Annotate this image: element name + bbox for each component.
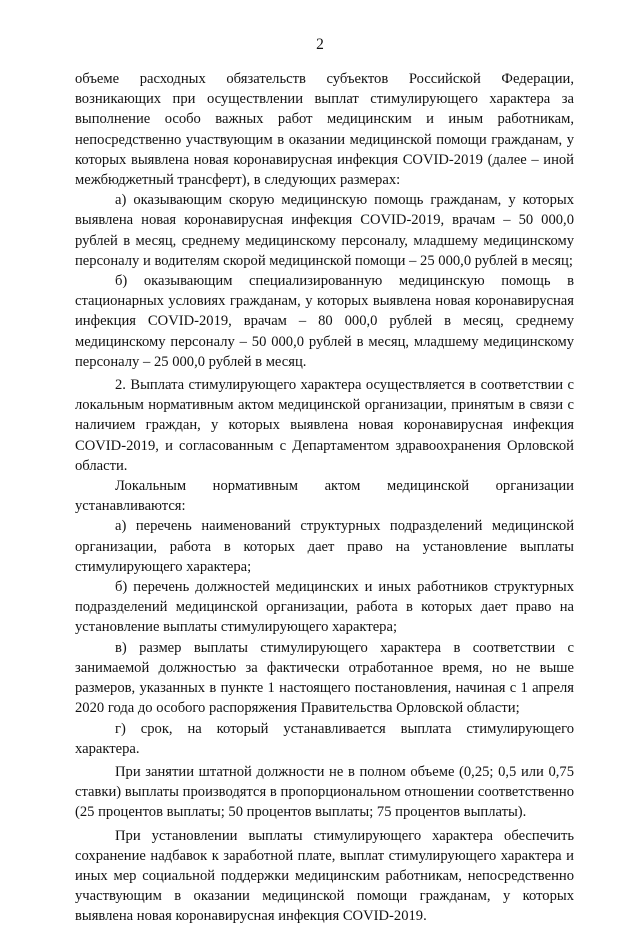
paragraph-item-a-departments: а) перечень наименований структурных подразделений медицинской организации, работа в которых дает право на установление выплаты стимулирующего характера; xyxy=(75,518,574,575)
paragraph-item-b-positions: б) перечень должностей медицинских и иных работников структурных подразделений медицинской организации, работа в которых дает право на установление выплаты стимулирующего характера; xyxy=(75,579,574,636)
paragraph-item-b-inpatient: б) оказывающим специализированную медицинскую помощь в стационарных условиях гражданам, у которых выявлена новая коронавирусная инфекция COVID-2019, врачам – 80 000,0 рублей в месяц, среднему медицинскому персоналу – 50 000,0 рублей в месяц, младшему медицинскому персоналу – 25 000,0 рублей в месяц. xyxy=(75,273,574,370)
page-number: 2 xyxy=(316,36,324,53)
paragraph-item-a-ambulance: а) оказывающим скорую медицинскую помощь гражданам, у которых выявлена новая коронавирусная инфекция COVID-2019, врачам – 50 000,0 рублей в месяц, среднему медицинскому персоналу, младшему медицинскому персоналу и водителям скорой медицинской помощи – 25 000,0 рублей в месяц; xyxy=(75,192,574,269)
paragraph-item-g-term: г) срок, на который устанавливается выплата стимулирующего характера. xyxy=(75,720,574,757)
paragraph-allowances: При установлении выплаты стимулирующего характера обеспечить сохранение надбавок к заработной плате, выплат стимулирующего характера и иных мер социальной поддержки медицинским работникам, непосредственно участвующим в оказании медицинской помощи гражданам, у которых выявлена новая коронавирусная инфекция COVID-2019. xyxy=(75,827,574,925)
paragraph-item-v-amount: в) размер выплаты стимулирующего характера в соответствии с занимаемой должностью за фактически отработанное время, но не выше размеров, указанных в пункте 1 настоящего постановления, начиная с 1 апреля 2020 года до особого распоряжения Правительства Орловской области; xyxy=(75,639,574,717)
paragraph-part-time: При занятии штатной должности не в полном объеме (0,25; 0,5 или 0,75 ставки) выплаты производятся в пропорциональном отношении соответственно (25 процентов выплаты; 50 процентов выплаты; 75 процентов выплаты). xyxy=(75,763,574,821)
document-body xyxy=(75,69,574,927)
paragraph-clause-2: 2. Выплата стимулирующего характера осуществляется в соответствии с локальным нормативным актом медицинской организации, принятым в связи с наличием граждан, у которых выявлена новая коронавирусная инфекция COVID-2019, и согласованным с Департаментом здравоохранения Орловской области. xyxy=(75,377,574,474)
paragraph-continuation: объеме расходных обязательств субъектов Российской Федерации, возникающих при осуществлении выплат стимулирующего характера за выполнение особо важных работ медицинским и иным работникам, непосредственно участвующим в оказании медицинской помощи гражданам, у которых выявлена новая коронавирусная инфекция COVID-2019 (далее – иной межбюджетный трансферт), в следующих размерах: xyxy=(75,71,574,189)
paragraph-local-act-intro: Локальным нормативным актом медицинской организации устанавливаются: xyxy=(75,478,574,515)
